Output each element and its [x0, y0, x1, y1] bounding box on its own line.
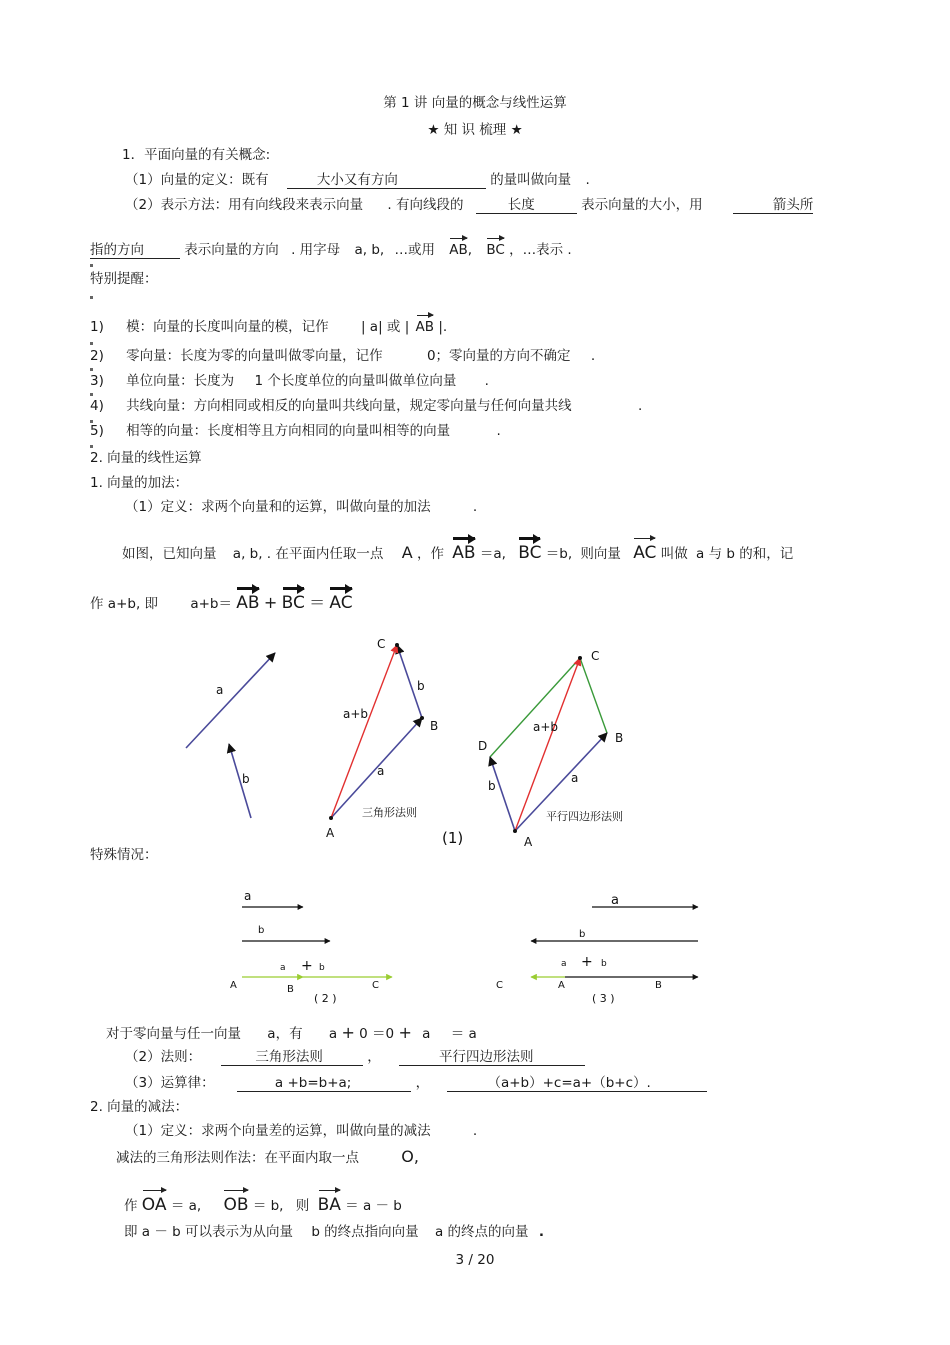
remind-num-3: 3): [90, 373, 104, 389]
example-ab: a, b, .: [232, 546, 272, 562]
remind-text-2: 零向量：长度为零的向量叫做零向量，记作: [126, 348, 383, 364]
zero-vector-text: 0；零向量的方向不确定: [426, 348, 571, 364]
unit-vector-text: 1 个长度单位的向量叫做单位向量: [254, 373, 457, 389]
subtraction-meaning: 即 a － b 可以表示为从向量 b 的终点指向向量 a 的终点的向量 .: [124, 1224, 544, 1240]
concept-heading: 1．平面向量的有关概念:: [122, 147, 271, 163]
free-vectors: [186, 653, 275, 818]
tri-point-A: A: [326, 826, 335, 840]
remind-num-5: 5): [90, 423, 104, 439]
tri-label-b: b: [417, 679, 425, 693]
svg-text:B: B: [287, 984, 294, 995]
direction-blank: 指的方向: [90, 242, 180, 259]
svg-text:C: C: [372, 980, 379, 991]
svg-text:B: B: [655, 980, 662, 991]
vector-BC-bold: BC: [518, 536, 541, 565]
remind-text-5: 相等的向量：长度相等且方向相同的向量叫相等的向量: [126, 423, 451, 439]
triangle-law-blank: 三角形法则: [221, 1049, 363, 1066]
subtraction-definition: （1）定义：求两个向量差的运算，叫做向量的减法 .: [125, 1123, 478, 1139]
definition-blank: 大小又有方向: [287, 172, 486, 189]
remind-item-2: 2) 零向量：长度为零的向量叫做零向量，记作 0；零向量的方向不确定 .: [90, 348, 596, 364]
svg-text:b: b: [579, 929, 586, 940]
subtraction-triangle-rule: 减法的三角形法则作法：在平面内取一点 O,: [116, 1147, 419, 1166]
representation-line-2: 指的方向 表示向量的方向 . 用字母 a, b, …或用 AB, BC ，…表示 .: [90, 236, 572, 259]
subtraction-construction: 作 OA ＝ a, OB ＝ b, 则 BA ＝ a － b: [124, 1188, 402, 1218]
addition-example: 如图，已知向量 a, b, . 在平面内任取一点 A ，作 AB ＝a, BC ＝b, 则向量 AC 叫做 a 与 b 的和，记: [122, 536, 793, 566]
remind-num-2: 2): [90, 348, 104, 364]
parallelogram-law-blank: 平行四边形法则: [399, 1049, 586, 1066]
svg-text:+: +: [581, 954, 593, 970]
figure-2-label: ( 2 ): [314, 992, 337, 1005]
remind-num-1: 1): [90, 319, 104, 335]
svg-text:b: b: [319, 963, 325, 973]
representation-text: （2）表示方法：用有向线段来表示向量: [125, 197, 364, 213]
vector-OB: OB: [223, 1188, 248, 1217]
svg-text:a: a: [561, 959, 567, 969]
remind-item-3: 3) 单位向量：长度为 1 个长度单位的向量叫做单位向量 .: [90, 373, 489, 389]
vector-AB-modulus: AB: [416, 313, 435, 336]
operation-laws: （3）运算律： a +b=b+a; ， （a+b）+c=a+（b+c）.: [125, 1074, 707, 1092]
remind-text-1: 模：向量的长度叫向量的模，记作: [126, 319, 329, 335]
svg-text:A: A: [558, 980, 565, 991]
remind-text-4: 共线向量：方向相同或相反的向量叫共线向量，规定零向量与任何向量共线: [126, 398, 572, 414]
para-label-b: b: [488, 779, 496, 793]
triangle-rule-figure: [326, 637, 438, 840]
svg-text:a: a: [611, 893, 619, 908]
remind-item-4: 4) 共线向量：方向相同或相反的向量叫共线向量，规定零向量与任何向量共线 .: [90, 398, 643, 414]
vector-BC: BC: [486, 236, 504, 259]
addition-definition: （1）定义：求两个向量和的运算，叫做向量的加法 .: [125, 499, 478, 515]
addition-heading: 1. 向量的加法：: [90, 475, 189, 491]
page-title: 第 1 讲 向量的概念与线性运算: [383, 95, 567, 111]
point-O: O,: [401, 1147, 419, 1166]
point-A: A: [401, 543, 413, 562]
tri-point-C: C: [377, 637, 386, 651]
tri-label-sum: a+b: [343, 707, 369, 721]
para-side-CB: [580, 658, 607, 733]
linear-op-heading: 2. 向量的线性运算: [90, 450, 202, 466]
svg-text:b: b: [258, 925, 265, 936]
para-point-C: C: [591, 649, 600, 663]
tri-vector-sum: [331, 645, 397, 818]
remind-item-5: 5) 相等的向量：长度相等且方向相同的向量叫相等的向量 .: [90, 423, 501, 439]
svg-text:a: a: [244, 889, 252, 903]
page-number: 3 / 20: [455, 1252, 495, 1268]
para-vector-b: [490, 757, 515, 831]
special-case-3: [496, 893, 698, 1005]
modulus-close: |.: [438, 319, 448, 335]
special-case-heading: 特殊情况：: [90, 847, 158, 863]
or-text: …或用: [394, 242, 435, 258]
commutative-blank: a +b=b+a;: [237, 1075, 411, 1092]
letters-ab: a, b,: [354, 242, 385, 258]
definition-text-2: 的量叫做向量: [490, 172, 572, 188]
parallelogram-rule-figure: [478, 649, 623, 849]
arrow-blank: 箭头所: [733, 197, 814, 214]
special-case-2: [230, 889, 392, 1005]
free-label-a: a: [216, 683, 224, 697]
vector-OA: OA: [142, 1188, 167, 1217]
svg-text:a: a: [280, 963, 286, 973]
associative-blank: （a+b）+c=a+（b+c）.: [447, 1075, 706, 1092]
para-point-D: D: [478, 739, 488, 753]
vector-AB-bold: AB: [452, 536, 475, 565]
representation-text-2: . 有向线段的: [387, 197, 464, 213]
direction-text: 表示向量的方向: [184, 242, 279, 258]
svg-text:C: C: [496, 980, 503, 991]
addition-formula: 作 a+b, 即 a+b＝ AB + BC ＝ AC: [90, 586, 353, 616]
vector-AB-sum: AB: [236, 586, 259, 615]
modulus-notation: | a| 或 |: [360, 319, 410, 335]
example-point-text: 在平面内任取一点: [275, 546, 384, 562]
para-point-B: B: [615, 731, 624, 745]
section-subtitle: ★ 知 识 梳理 ★: [427, 122, 523, 138]
length-blank: 长度: [476, 197, 577, 214]
subtraction-heading: 2. 向量的减法：: [90, 1099, 189, 1115]
addition-laws: （2）法则： 三角形法则 ， 平行四边形法则: [125, 1048, 585, 1066]
definition-period: .: [585, 172, 590, 188]
figure-3-label: ( 3 ): [592, 992, 615, 1005]
para-point-A: A: [524, 835, 533, 849]
representation-text-3: 表示向量的大小，用: [581, 197, 703, 213]
remind-num-4: 4): [90, 398, 104, 414]
para-label-a: a: [571, 771, 579, 785]
example-text: 如图，已知向量: [122, 546, 217, 562]
para-side-DC: [490, 658, 580, 757]
figure-1-label: (1): [442, 829, 464, 847]
letter-text: . 用字母: [291, 242, 341, 258]
tri-point-B: B: [430, 719, 439, 733]
para-caption: 平行四边形法则: [546, 810, 623, 823]
tri-caption: 三角形法则: [362, 806, 417, 819]
zero-vector-rule: 对于零向量与任一向量 a，有 a + 0 ＝0 + a ＝ a: [106, 1023, 477, 1042]
vector-AB: AB: [449, 236, 468, 259]
svg-text:A: A: [230, 980, 237, 991]
para-label-sum: a+b: [533, 720, 559, 734]
free-label-b: b: [242, 772, 250, 786]
remind-heading: 特别提醒：: [90, 271, 158, 287]
free-vector-a: [186, 653, 275, 748]
vector-BC-sum: BC: [282, 586, 305, 615]
vector-BA: BA: [318, 1188, 341, 1217]
remind-text-3: 单位向量：长度为: [126, 373, 235, 389]
vector-AC-sum: AC: [329, 586, 352, 615]
tri-label-a: a: [377, 764, 385, 778]
svg-text:+: +: [301, 958, 313, 974]
svg-text:b: b: [601, 959, 607, 969]
representation-end: ，…表示 .: [509, 242, 572, 258]
para-vector-sum: [515, 658, 580, 831]
vector-AC: AC: [633, 536, 656, 565]
definition-text: （1）向量的定义：既有: [125, 172, 269, 188]
